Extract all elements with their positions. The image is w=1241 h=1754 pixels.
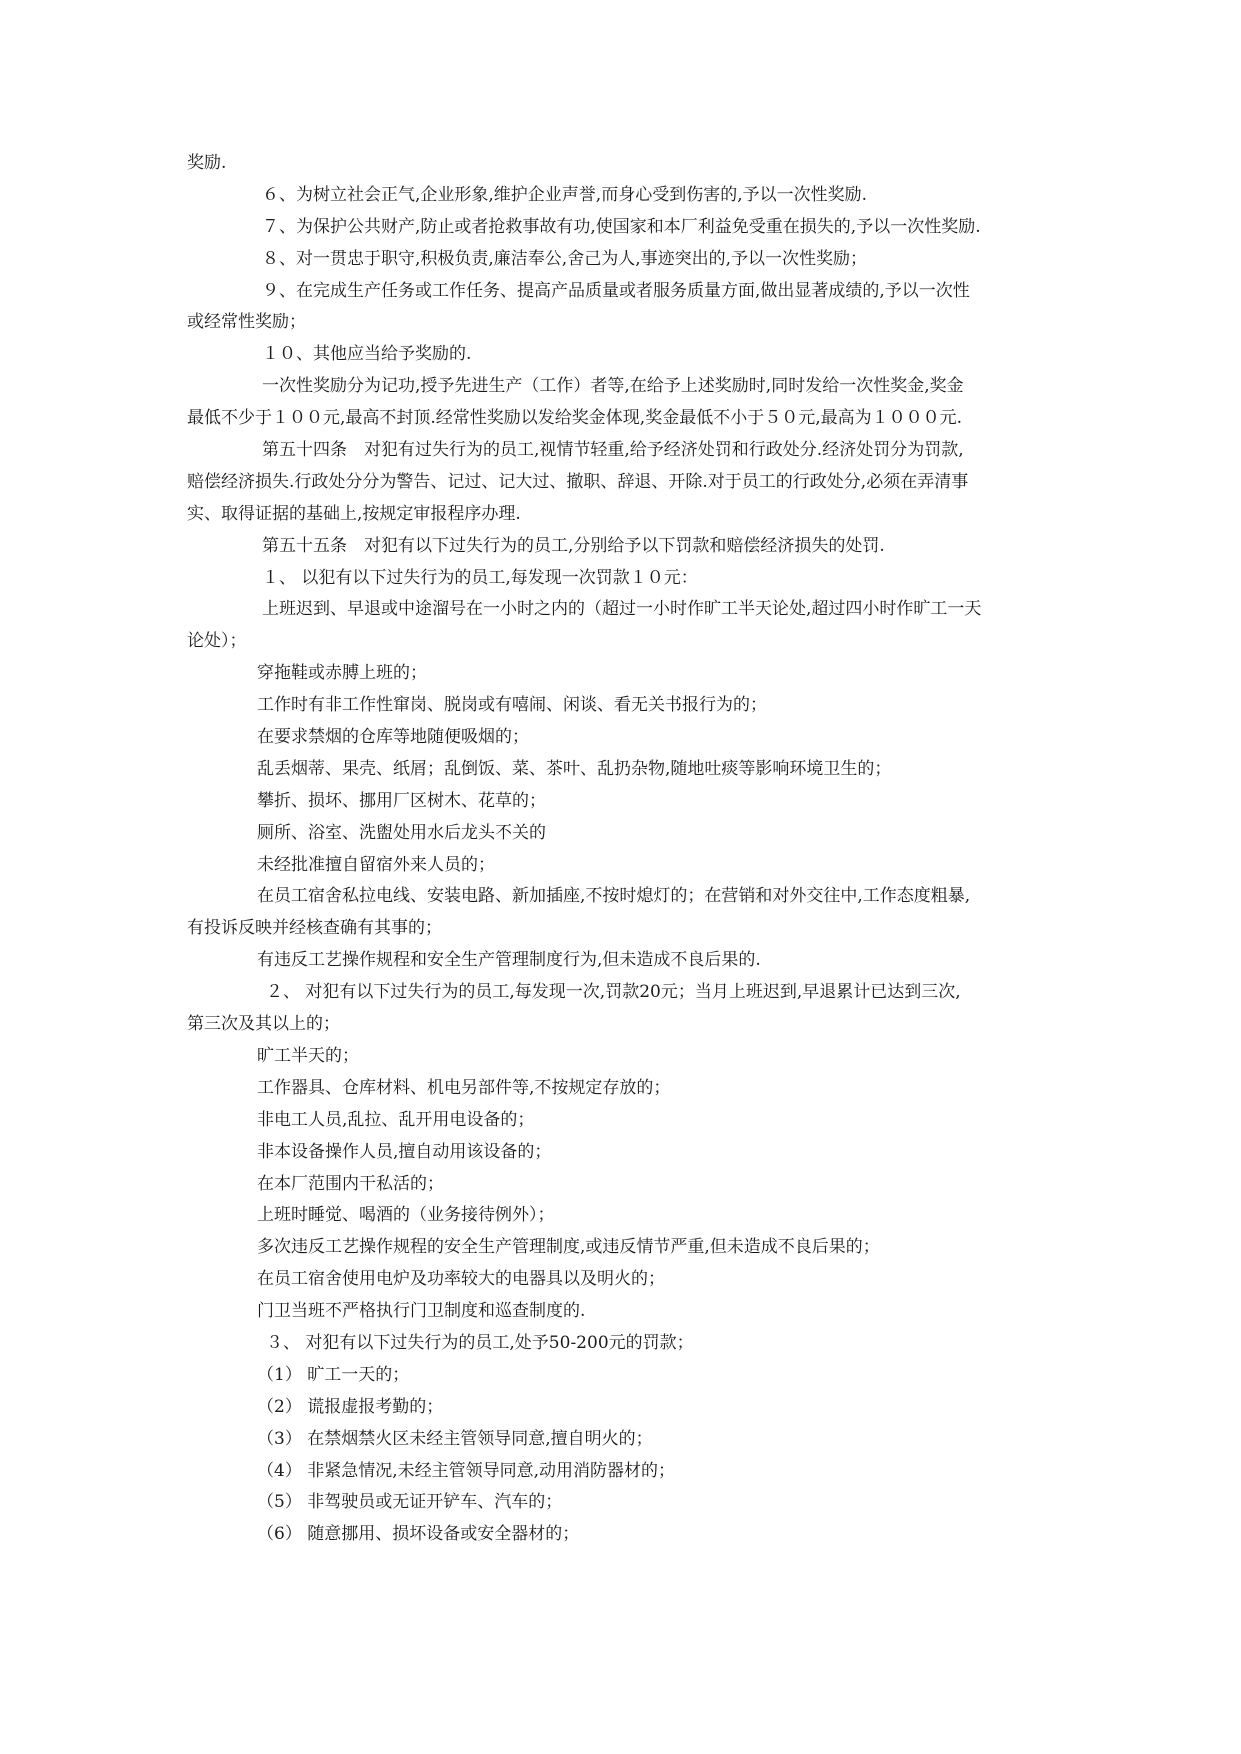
text-line: 在员工宿舍使用电炉及功率较大的电器具以及明火的；: [257, 1269, 665, 1290]
text-line: ８、对一贯忠于职守,积极负责,廉洁奉公,舍己为人,事迹突出的,予以一次性奖励；: [262, 248, 868, 269]
text-line: （1） 旷工一天的；: [257, 1364, 410, 1385]
text-line: 有投诉反映并经核查确有其事的；: [187, 918, 442, 939]
text-line: １０、其他应当给予奖励的.: [262, 344, 472, 365]
text-line: （4） 非紧急情况,未经主管领导同意,动用消防器材的；: [257, 1460, 676, 1481]
text-line: ３、 对犯有以下过失行为的员工,处予50-200元的罚款；: [266, 1332, 694, 1353]
text-line: ９、在完成生产任务或工作任务、提高产品质量或者服务质量方面,做出显著成绩的,予以一次性: [262, 280, 970, 301]
text-line: 旷工半天的；: [257, 1045, 359, 1066]
text-line: １、 以犯有以下过失行为的员工,每发现一次罚款１０元：: [262, 567, 698, 588]
text-line: 非本设备操作人员,擅自动用该设备的；: [257, 1141, 552, 1162]
text-line: 在员工宿舍私拉电线、安装电路、新加插座,不按时熄灯的；在营销和对外交往中,工作态度粗暴,: [257, 886, 971, 907]
text-line: 上班迟到、早退或中途溜号在一小时之内的（超过一小时作旷工半天论处,超过四小时作旷工一天: [262, 599, 982, 620]
text-line: 门卫当班不严格执行门卫制度和巡查制度的.: [257, 1301, 586, 1322]
text-line: 工作器具、仓库材料、机电另部件等,不按规定存放的；: [257, 1077, 671, 1098]
text-line: 乱丢烟蒂、果壳、纸屑；乱倒饭、菜、茶叶、乱扔杂物,随地吐痰等影响环境卫生的；: [257, 758, 892, 779]
text-line: 攀折、损坏、挪用厂区树木、花草的；: [257, 790, 546, 811]
text-line: 或经常性奖励；: [187, 312, 306, 333]
text-line: 在要求禁烟的仓库等地随便吸烟的；: [257, 727, 529, 748]
document-body: [187, 148, 1057, 1551]
text-line: 实、取得证据的基础上,按规定审报程序办理.: [187, 503, 521, 524]
text-line: ６、为树立社会正气,企业形象,维护企业声誉,而身心受到伤害的,予以一次性奖励.: [262, 184, 868, 205]
text-line: 在本厂范围内干私活的；: [257, 1173, 444, 1194]
text-line: 最低不少于１００元,最高不封顶.经常性奖励以发给奖金体现,奖金最低不小于５０元,最高为１０００元.: [187, 408, 963, 429]
text-line: 未经批准擅自留宿外来人员的；: [257, 854, 495, 875]
text-line: 工作时有非工作性窜岗、脱岗或有嘻闹、闲谈、看无关书报行为的；: [257, 695, 767, 716]
text-line: 奖励.: [187, 153, 227, 173]
text-line: 多次违反工艺操作规程的安全生产管理制度,或违反情节严重,但未造成不良后果的；: [257, 1237, 880, 1258]
text-line: （3） 在禁烟禁火区未经主管领导同意,擅自明火的；: [257, 1428, 653, 1449]
text-line: 一次性奖励分为记功,授予先进生产（工作）者等,在给予上述奖励时,同时发给一次性奖金,奖金: [262, 376, 964, 397]
text-line: （5） 非驾驶员或无证开铲车、汽车的；: [257, 1492, 563, 1513]
text-line: 第五十五条 对犯有以下过失行为的员工,分别给予以下罚款和赔偿经济损失的处罚.: [262, 535, 885, 556]
text-line: 第五十四条 对犯有过失行为的员工,视情节轻重,给予经济处罚和行政处分.经济处罚分为罚款,: [262, 440, 964, 461]
text-line: （2） 谎报虚报考勤的；: [257, 1396, 444, 1417]
text-line: 厕所、浴室、洗盥处用水后龙头不关的: [257, 822, 546, 843]
text-line: 赔偿经济损失.行政处分分为警告、记过、记大过、撤职、辞退、开除.对于员工的行政处分,必须在弄清事: [187, 471, 969, 492]
text-line: 有违反工艺操作规程和安全生产管理制度行为,但未造成不良后果的.: [257, 950, 761, 971]
text-line: 非电工人员,乱拉、乱开用电设备的；: [257, 1109, 535, 1130]
text-line: 上班时睡觉、喝酒的（业务接待例外）；: [257, 1205, 555, 1226]
text-line: 穿拖鞋或赤膊上班的；: [257, 663, 427, 684]
text-line: （6） 随意挪用、损坏设备或安全器材的；: [257, 1524, 580, 1545]
text-line: ２、 对犯有以下过失行为的员工,每发现一次,罚款20元；当月上班迟到,早退累计已达到三次,: [266, 982, 961, 1003]
text-line: ７、为保护公共财产,防止或者抢救事故有功,使国家和本厂利益免受重在损失的,予以一次性奖励.: [262, 216, 981, 237]
text-line: 第三次及其以上的；: [187, 1014, 340, 1035]
text-line: 论处）；: [187, 631, 247, 652]
